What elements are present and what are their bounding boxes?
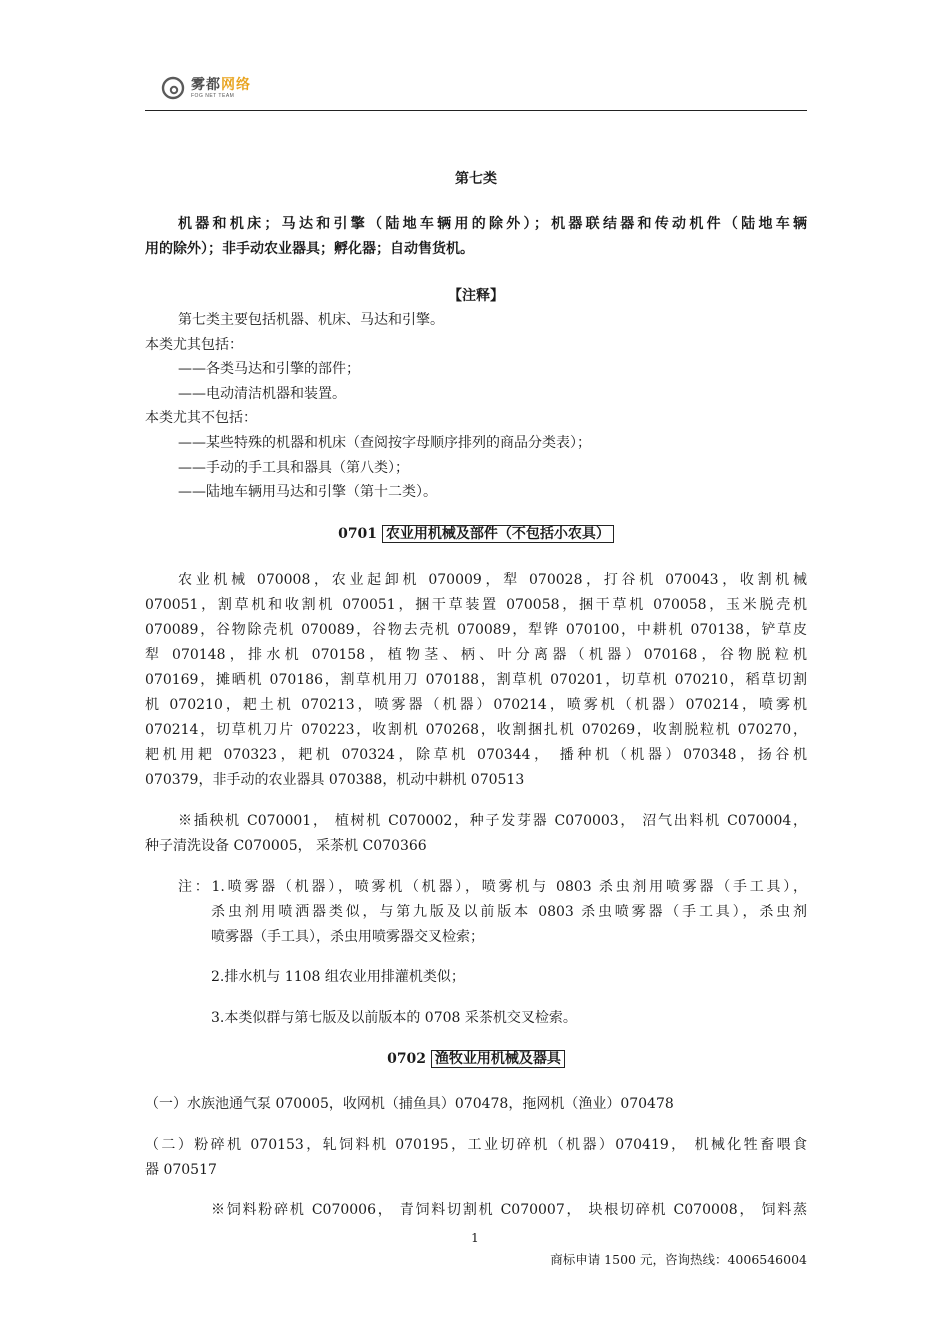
logo-text-a: 雾都 <box>191 76 221 93</box>
group-body-line: 机 070210，耙土机 070213，喷雾器（机器）070214，喷雾机（机器）070214，喷雾机 <box>145 697 807 713</box>
footer-ad-text: 商标申请 1500 元，咨询热线：4006546004 <box>550 1252 807 1267</box>
note-line: ——手动的手工具和器具（第八类）； <box>178 460 409 476</box>
class-title: 第七类 <box>455 171 497 187</box>
group-note-line: 注：1.喷雾器（机器），喷雾机（机器），喷雾机与 0803 杀虫剂用喷雾器（手工具）， <box>178 879 807 895</box>
group-note-line: 2.排水机与 1108 组农业用排灌机类似； <box>211 969 465 985</box>
group-body-line: 070379，非手动的农业器具 070388，机动中耕机 070513 <box>145 772 525 788</box>
page-header <box>145 72 807 111</box>
group-note-line: 杀虫剂用喷洒器类似，与第九版及以前版本 0803 杀虫喷雾器（手工具），杀虫剂 <box>211 904 807 920</box>
group-heading-0702 <box>145 1048 807 1068</box>
note-line: ——陆地车辆用马达和引擎（第十二类）。 <box>178 484 437 500</box>
group-code: 0701 <box>338 526 378 542</box>
note-line: ——各类马达和引擎的部件； <box>178 361 360 377</box>
star-items-line: ※饲料粉碎机 C070006， 青饲料切割机 C070007， 块根切碎机 C070008， 饲料蒸 <box>211 1202 807 1218</box>
group-name: 渔牧业用机械及器具 <box>431 1050 565 1068</box>
group-body-line: （二）粉碎机 070153，轧饲料机 070195，工业切碎机（机器）070419， 机械化牲畜喂食 <box>145 1137 807 1153</box>
group-body-line: 农业机械 070008，农业起卸机 070009，犁 070028，打谷机 070043，收割机械 <box>178 572 807 588</box>
class-subtitle-line-1: 机器和机床；马达和引擎（陆地车辆用的除外）；机器联结器和传动机件（陆地车辆 <box>178 216 807 232</box>
logo-swirl-icon <box>161 76 185 100</box>
class-subtitle-line-2: 用的除外）；非手动农业器具；孵化器；自动售货机。 <box>145 241 474 257</box>
company-logo <box>161 76 251 100</box>
group-body-line: 070089，谷物除壳机 070089，谷物去壳机 070089，犁铧 070100，中耕机 070138，铲草皮 <box>145 622 807 638</box>
logo-text-b: 网络 <box>221 76 251 93</box>
note-line: 第七类主要包括机器、机床、马达和引擎。 <box>178 312 444 328</box>
star-items-line: ※插秧机 C070001， 植树机 C070002，种子发芽器 C070003， 沼气出料机 C070004， <box>178 813 807 829</box>
group-code: 0702 <box>387 1051 427 1067</box>
group-body-line: 070214，切草机刀片 070223，收割机 070268，收割捆扎机 070269，收割脱粒机 070270， <box>145 722 807 738</box>
group-body-line: 耙机用耙 070323，耙机 070324，除草机 070344， 播种机（机器）070348，扬谷机 <box>145 747 807 763</box>
logo-english: FOG NET TEAM <box>191 92 235 99</box>
group-body-line: 070051，割草机和收割机 070051，捆干草装置 070058，捆干草机 070058，玉米脱壳机 <box>145 597 807 613</box>
note-line: 本类尤其包括： <box>145 337 243 353</box>
note-heading: 【注释】 <box>448 288 504 304</box>
note-line: ——某些特殊的机器和机床（查阅按字母顺序排列的商品分类表）； <box>178 435 591 451</box>
group-note-line: 3.本类似群与第七版及以前版本的 0708 采茶机交叉检索。 <box>211 1010 577 1026</box>
group-note-line: 喷雾器（手工具），杀虫用喷雾器交叉检索； <box>211 929 484 945</box>
group-heading-0701 <box>145 523 807 543</box>
group-body-line: 070169，摊晒机 070186，割草机用刀 070188，割草机 070201，切草机 070210，稻草切割 <box>145 672 807 688</box>
group-name: 农业用机械及部件（不包括小农具） <box>382 525 614 543</box>
group-body-line: （一）水族池通气泵 070005，收网机（捕鱼具）070478，拖网机（渔业）070478 <box>145 1096 674 1112</box>
group-body-line: 犁 070148，排水机 070158，植物茎、柄、叶分离器（机器）070168，谷物脱粒机 <box>145 647 807 663</box>
note-line: ——电动清洁机器和装置。 <box>178 386 346 402</box>
star-items-line: 种子清洗设备 C070005， 采茶机 C070366 <box>145 838 427 854</box>
group-body-line: 器 070517 <box>145 1162 217 1178</box>
note-line: 本类尤其不包括： <box>145 410 257 426</box>
page-number: 1 <box>471 1231 479 1245</box>
